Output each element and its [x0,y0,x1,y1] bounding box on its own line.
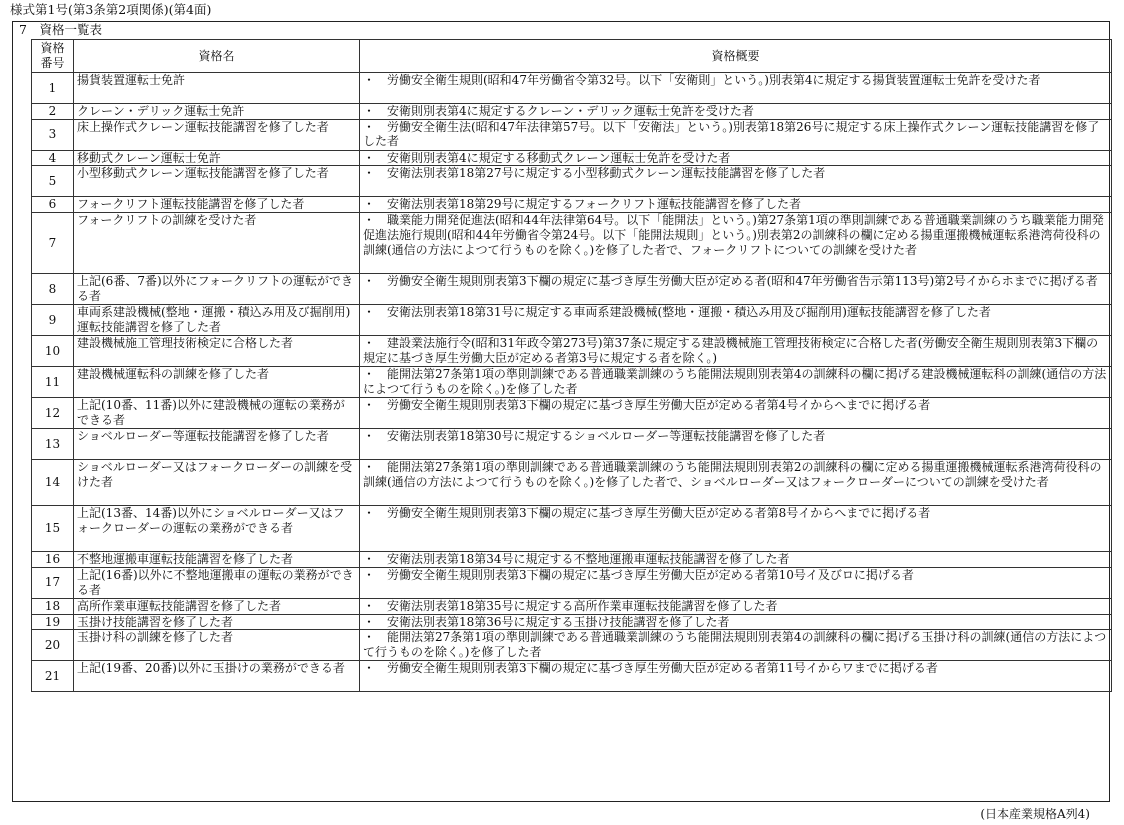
section-title: 7 資格一覧表 [19,22,102,37]
row-number-cell: 3 [32,119,74,150]
row-summary-cell: ・ 安衛法別表第18第34号に規定する不整地運搬車運転技能講習を修了した者 [360,552,1112,568]
table-row [32,567,1112,598]
row-name-cell: フォークリフト運転技能講習を修了した者 [74,197,360,213]
row-summary-cell: ・ 労働安全衛生法(昭和47年法律第57号。以下「安衛法」という。)別表第18第26号に規定する床上操作式クレーン運転技能講習を修了した者 [360,119,1112,150]
row-name-cell: 上記(6番、7番)以外にフォークリフトの運転ができる者 [74,274,360,305]
row-summary-cell: ・ 能開法第27条第1項の準則訓練である普通職業訓練のうち能開法規則別表第2の訓練科の欄に定める揚重運搬機械運転系港湾荷役科の訓練(通信の方法によつて行うものを除く。)を修了した者で、ショベルローダー又はフォークローダーについての訓練を受けた者 [360,460,1112,506]
table-header-row [32,40,1112,73]
row-number-cell: 13 [32,429,74,460]
row-name-cell: 車両系建設機械(整地・運搬・積込み用及び掘削用)運転技能講習を修了した者 [74,305,360,336]
row-number-cell: 19 [32,614,74,630]
qualification-table [31,39,1112,692]
row-summary-cell: ・ 安衛法別表第18第30号に規定するショベルローダー等運転技能講習を修了した者 [360,429,1112,460]
row-number-cell: 21 [32,661,74,692]
row-name-cell: 上記(13番、14番)以外にショベルローダー又はフォークローダーの運転の業務ができる者 [74,506,360,552]
row-name-cell: 建設機械運転科の訓練を修了した者 [74,367,360,398]
row-number-cell: 18 [32,598,74,614]
table-row [32,305,1112,336]
row-number-cell: 5 [32,166,74,197]
form-header: 様式第1号(第3条第2項関係)(第4面) [10,2,212,17]
table-row [32,506,1112,552]
row-name-cell: 上記(10番、11番)以外に建設機械の運転の業務ができる者 [74,398,360,429]
row-name-cell: 玉掛け科の訓練を修了した者 [74,630,360,661]
paper-size-note: (日本産業規格A列4) [980,807,1090,821]
table-row [32,460,1112,506]
header-qualification-number: 資格番号 [32,40,74,73]
row-number-cell: 11 [32,367,74,398]
row-name-cell: 上記(16番)以外に不整地運搬車の運転の業務ができる者 [74,567,360,598]
row-name-cell: 上記(19番、20番)以外に玉掛けの業務ができる者 [74,661,360,692]
row-number-cell: 17 [32,567,74,598]
row-summary-cell: ・ 能開法第27条第1項の準則訓練である普通職業訓練のうち能開法規則別表第4の訓練科の欄に掲げる玉掛け科の訓練(通信の方法によつて行うものを除く。)を修了した者 [360,630,1112,661]
row-summary-cell: ・ 安衛則別表第4に規定するクレーン・デリック運転士免許を受けた者 [360,104,1112,120]
row-summary-cell: ・ 労働安全衛生規則別表第3下欄の規定に基づき厚生労働大臣が定める者第4号イからへまでに掲げる者 [360,398,1112,429]
table-row [32,614,1112,630]
row-number-cell: 1 [32,73,74,104]
table-row [32,119,1112,150]
row-number-cell: 9 [32,305,74,336]
row-name-cell: 玉掛け技能講習を修了した者 [74,614,360,630]
table-row [32,630,1112,661]
row-number-cell: 6 [32,197,74,213]
row-name-cell: 建設機械施工管理技術検定に合格した者 [74,336,360,367]
row-name-cell: ショベルローダー又はフォークローダーの訓練を受けた者 [74,460,360,506]
row-summary-cell: ・ 能開法第27条第1項の準則訓練である普通職業訓練のうち能開法規則別表第4の訓練科の欄に掲げる建設機械運転科の訓練(通信の方法によつて行うものを除く。)を修了した者 [360,367,1112,398]
row-summary-cell: ・ 職業能力開発促進法(昭和44年法律第64号。以下「能開法」という。)第27条第1項の準則訓練である普通職業訓練のうち職業能力開発促進法施行規則(昭和44年労働省令第24号。以下「能開法規則」という。)別表第2の訓練科の欄に定める揚重運搬機械運転系港湾荷役科の訓練(通信の方法によつて行うものを除く。)を修了した者で、フォークリフトについての訓練を受けた者 [360,213,1112,274]
row-summary-cell: ・ 安衛法別表第18第29号に規定するフォークリフト運転技能講習を修了した者 [360,197,1112,213]
row-number-cell: 16 [32,552,74,568]
table-row [32,429,1112,460]
row-number-cell: 7 [32,213,74,274]
table-row [32,104,1112,120]
row-number-cell: 2 [32,104,74,120]
row-name-cell: 高所作業車運転技能講習を修了した者 [74,598,360,614]
row-number-cell: 12 [32,398,74,429]
row-summary-cell: ・ 労働安全衛生規則別表第3下欄の規定に基づき厚生労働大臣が定める者(昭和47年労働省告示第113号)第2号イからホまでに掲げる者 [360,274,1112,305]
row-summary-cell: ・ 労働安全衛生規則(昭和47年労働省令第32号。以下「安衛則」という。)別表第4に規定する揚貨装置運転士免許を受けた者 [360,73,1112,104]
table-row [32,213,1112,274]
header-qualification-summary: 資格概要 [360,40,1112,73]
row-summary-cell: ・ 建設業法施行令(昭和31年政令第273号)第37条に規定する建設機械施工管理技術検定に合格した者(労働安全衛生規則別表第3下欄の規定に基づき厚生労働大臣が定める者第3号に規定する者を除く。) [360,336,1112,367]
row-summary-cell: ・ 労働安全衛生規則別表第3下欄の規定に基づき厚生労働大臣が定める者第10号イ及びロに掲げる者 [360,567,1112,598]
table-row [32,598,1112,614]
row-name-cell: クレーン・デリック運転士免許 [74,104,360,120]
row-number-cell: 10 [32,336,74,367]
table-row [32,73,1112,104]
table-row [32,166,1112,197]
row-number-cell: 20 [32,630,74,661]
row-summary-cell: ・ 労働安全衛生規則別表第3下欄の規定に基づき厚生労働大臣が定める者第11号イからワまでに掲げる者 [360,661,1112,692]
row-summary-cell: ・ 安衛法別表第18第36号に規定する玉掛け技能講習を修了した者 [360,614,1112,630]
table-row [32,274,1112,305]
table-row [32,398,1112,429]
row-number-cell: 4 [32,150,74,166]
row-name-cell: フォークリフトの訓練を受けた者 [74,213,360,274]
table-row [32,197,1112,213]
table-row [32,552,1112,568]
header-qualification-name: 資格名 [74,40,360,73]
row-summary-cell: ・ 労働安全衛生規則別表第3下欄の規定に基づき厚生労働大臣が定める者第8号イからへまでに掲げる者 [360,506,1112,552]
row-number-cell: 14 [32,460,74,506]
row-summary-cell: ・ 安衛法別表第18第35号に規定する高所作業車運転技能講習を修了した者 [360,598,1112,614]
row-name-cell: ショベルローダー等運転技能講習を修了した者 [74,429,360,460]
row-name-cell: 小型移動式クレーン運転技能講習を修了した者 [74,166,360,197]
table-row [32,150,1112,166]
row-summary-cell: ・ 安衛則別表第4に規定する移動式クレーン運転士免許を受けた者 [360,150,1112,166]
table-row [32,336,1112,367]
row-name-cell: 床上操作式クレーン運転技能講習を修了した者 [74,119,360,150]
row-name-cell: 揚貨装置運転士免許 [74,73,360,104]
table-body [32,73,1112,692]
row-name-cell: 移動式クレーン運転士免許 [74,150,360,166]
row-name-cell: 不整地運搬車運転技能講習を修了した者 [74,552,360,568]
row-summary-cell: ・ 安衛法別表第18第27号に規定する小型移動式クレーン運転技能講習を修了した者 [360,166,1112,197]
row-number-cell: 15 [32,506,74,552]
row-summary-cell: ・ 安衛法別表第18第31号に規定する車両系建設機械(整地・運搬・積込み用及び掘削用)運転技能講習を修了した者 [360,305,1112,336]
qualification-list-frame [12,21,1110,802]
table-row [32,661,1112,692]
table-row [32,367,1112,398]
row-number-cell: 8 [32,274,74,305]
